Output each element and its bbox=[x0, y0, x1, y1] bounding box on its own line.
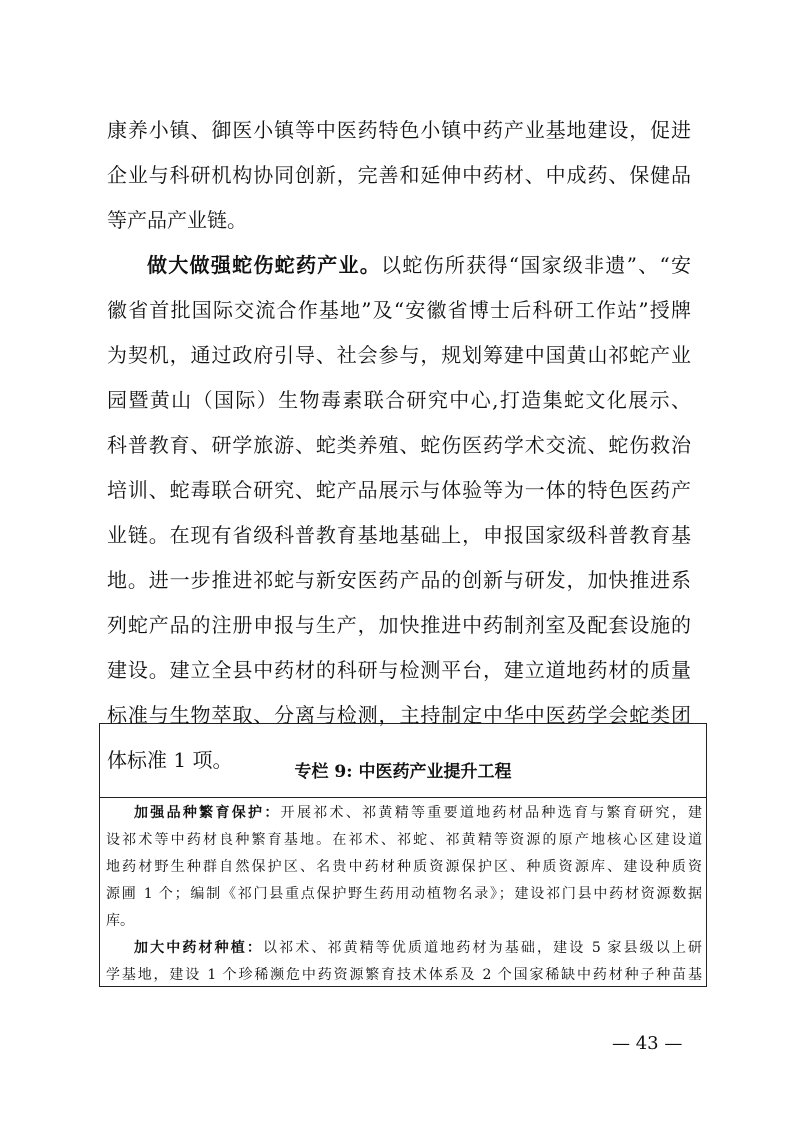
text-line: 科普教育、研学旅游、蛇类养殖、蛇伤医药学术交流、蛇伤救治 bbox=[107, 433, 691, 457]
text-line: 等产品产业链。 bbox=[107, 208, 247, 232]
paragraph-lead-line bbox=[107, 243, 691, 288]
box-item-lead-line bbox=[106, 800, 702, 827]
box-item-text: 以祁术、祁黄精等优质道地药材为基础，建设 5 家县级以上研 bbox=[262, 940, 702, 956]
box-title: 专栏 9: 中医药产业提升工程 bbox=[100, 724, 706, 798]
text-line: 标准与生物萃取、分离与检测，主持制定中华中医药学会蛇类团 bbox=[107, 703, 691, 727]
text-line: 徽省首批国际交流合作基地”及“安徽省博士后科研工作站”授牌 bbox=[107, 298, 691, 322]
text-line: 列蛇产品的注册申报与生产，加快推进中药制剂室及配套设施的 bbox=[107, 613, 691, 637]
paragraph-heading: 做大做强蛇伤蛇药产业。 bbox=[147, 253, 382, 277]
box-text-line: 库。 bbox=[106, 913, 134, 929]
text-line: 康养小镇、御医小镇等中医药特色小镇中药产业基地建设，促进 bbox=[107, 118, 691, 142]
column-box bbox=[99, 723, 707, 987]
box-text-line: 设祁术等中药材良种繁育基地。在祁术、祁蛇、祁黄精等资源的原产地核心区建设道 bbox=[106, 832, 702, 848]
text-line: 业链。在现有省级科普教育基地基础上，申报国家级科普教育基 bbox=[107, 523, 691, 547]
page-number: — 43 — bbox=[612, 1033, 683, 1054]
paragraph-text: 以蛇伤所获得“国家级非遗”、“安 bbox=[381, 253, 691, 277]
box-item-lead-line bbox=[106, 935, 702, 962]
text-line: 园暨黄山（国际）生物毒素联合研究中心,打造集蛇文化展示、 bbox=[107, 388, 691, 412]
text-line: 体标准 1 项。 bbox=[107, 748, 233, 772]
box-text-line: 学基地，建设 1 个珍稀濒危中药资源繁育技术体系及 2 个国家稀缺中药材种子种苗基 bbox=[106, 967, 702, 983]
body-text bbox=[107, 108, 691, 783]
box-text-line: 地药材野生种群自然保护区、名贵中药材种质资源保护区、种质资源库、建设种质资 bbox=[106, 859, 702, 875]
text-line: 地。进一步推进祁蛇与新安医药产品的创新与研发，加快推进系 bbox=[107, 568, 691, 592]
text-line: 建设。建立全县中药材的科研与检测平台，建立道地药材的质量 bbox=[107, 658, 691, 682]
box-item-heading: 加强品种繁育保护： bbox=[134, 805, 281, 821]
box-item-heading: 加大中药材种植： bbox=[134, 940, 263, 956]
text-line: 企业与科研机构协同创新，完善和延伸中药材、中成药、保健品 bbox=[107, 163, 691, 187]
box-content bbox=[106, 800, 702, 989]
box-item-text: 开展祁术、祁黄精等重要道地药材品种选育与繁育研究，建 bbox=[280, 805, 702, 821]
text-line: 培训、蛇毒联合研究、蛇产品展示与体验等为一体的特色医药产 bbox=[107, 478, 691, 502]
box-text-line: 源圃 1 个；编制《祁门县重点保护野生药用动植物名录》；建设祁门县中药材资源数据 bbox=[106, 886, 702, 902]
text-line: 为契机，通过政府引导、社会参与，规划筹建中国黄山祁蛇产业 bbox=[107, 343, 691, 367]
